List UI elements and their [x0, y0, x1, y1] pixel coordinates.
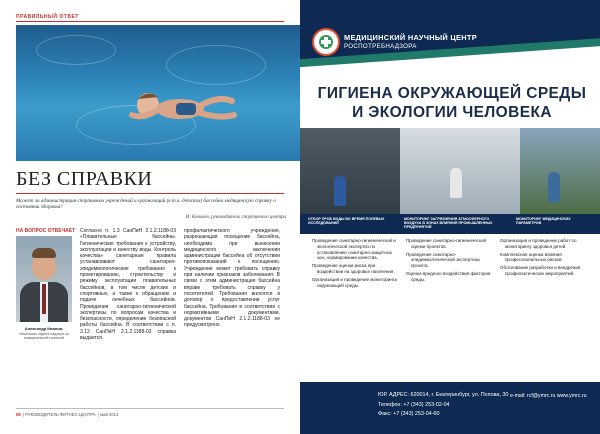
- service-column-2: [406, 238, 494, 285]
- page-number: 58: [16, 412, 21, 417]
- article-column-1: Согласно п. 1.3 СанПиН 2.1.2.1188-03 «Плавательные бассейны. Гигиенические требования к устройству, эксплуатации и качеству воды. Контроль качества» санитарные правила устанавливают санитарно-эпидемиологические требования к проектированию, строительству и режиму эксплуатации плавательных бассейнов, в том числе детских и спортивных, а также к обращению и подаче лечебных бассейнов. Проведения санитарно-гигиенической экспертизы по вопросам качества и безопасности, определение безопасной работы бассейна. В соответствии с п. 3.12 СанПиН 2.1.2.1188-03 справка выдается.: [80, 228, 176, 342]
- water-ripple: [166, 45, 266, 85]
- expert-portrait: [16, 236, 72, 322]
- service-column-1: [312, 238, 400, 290]
- article-title: БЕЗ СПРАВКИ: [16, 168, 153, 190]
- service-item: Комплексная оценка влияния профессиональных рисков.: [500, 251, 563, 263]
- pool-photo: [16, 25, 300, 161]
- worker-figure: [334, 176, 346, 206]
- org-subtitle: РОСПОТРЕБНАДЗОРА: [344, 43, 417, 50]
- phone-line: Телефон: +7 (343) 253-02-04: [378, 402, 450, 408]
- expert-name: Александр Иванов,: [24, 326, 64, 331]
- rubric-label: ПРАВИЛЬНЫЙ ОТВЕТ: [16, 14, 79, 20]
- article-column-2: профилактического учреждения, разрешающая посещение бассейна, необходима при вынесении медицинского заключения администрации бассейна об отсутствии противопоказаний к посещению. Учреждение может требовать справку при наличии признаков заболевания. В связи с этим администрация бассейна вправе требовать справку у посетителей. Требования вносятся в договор о предоставлении услуг бассейна. Требования в соответствии с нормативными документами, документов СанПиН 2.1.2.1188-03 не предусмотрено.: [184, 228, 280, 329]
- fax-line: Факс: +7 (343) 253-04-60: [378, 411, 440, 417]
- caption-air-monitoring: МОНИТОРИНГ ЗАГРЯЗНЕНИЯ АТМОСФЕРНОГО ВОЗДУХА В ЗОНАХ ВЛИЯНИЯ ПРОМЫШЛЕННЫХ ПРЕДПРИЯТИЙ: [404, 217, 493, 230]
- service-item: Организация и проведение работ по мониторингу здоровья детей.: [500, 238, 577, 249]
- service-column-3: [500, 238, 588, 279]
- caption-medical-monitoring: МОНИТОРИНГ МЕДИЦИНСКИХ ПАРАМЕТРОВ: [516, 217, 571, 226]
- service-item: Проведение санитарно-гигиенической и экологической экспертиз по установлению санитарно-защитных зон, нормирование качества.: [312, 238, 396, 261]
- question-author: И. Ковалёв, руководитель спортивного центра: [185, 215, 286, 220]
- issue-date: май 2013: [100, 412, 119, 417]
- water-ripple: [36, 35, 116, 65]
- expert-label: НА ВОПРОС ОТВЕЧАЕТ: [16, 228, 76, 234]
- service-item: Обоснование разработки и внедрения профилактических мероприятий.: [500, 265, 581, 276]
- contact-footer: [300, 382, 600, 434]
- field-sampling-photo: [520, 128, 600, 220]
- right-page-advert: [300, 0, 600, 434]
- web-contact: e-mail: rcf@ymrc.ru www.ymrc.ru: [510, 393, 587, 399]
- advert-photo-collage: [300, 128, 600, 220]
- title-divider: [16, 193, 284, 194]
- address-line: ЮР. АДРЕС: 620014, г. Екатеринбург, ул. Попова, 30: [378, 392, 509, 398]
- service-item: Проведение оценки риска при воздействии на здоровье населения.: [312, 263, 395, 274]
- advert-title: ГИГИЕНА ОКРУЖАЮЩЕЙ СРЕДЫ И ЭКОЛОГИИ ЧЕЛОВЕКА: [317, 85, 587, 121]
- service-item: Проведение санитарно-гигиенической оценки проектов.: [406, 238, 487, 249]
- field-worker-figure: [548, 172, 560, 202]
- article-lead: Может ли администрация спортивных учреждений и организаций (в т.ч. детских) бассейна медицинскую справку о состоянии здоровья?: [16, 198, 276, 211]
- expert-role: начальник отдела надзора за коммунальной гигиеной: [19, 332, 69, 341]
- swimming-baby-figure: [128, 85, 238, 125]
- industrial-plant-photo: [300, 128, 400, 220]
- caption-water-sampling: ОТБОР ПРОБ ВОДЫ ВО ВРЕМЯ ПОЛЕВЫХ ИССЛЕДОВАНИЙ: [308, 217, 385, 226]
- page-footer: 58 | РУКОВОДИТЕЛЬ ФИТНЕС-ЦЕНТРА | май 2013: [16, 412, 119, 417]
- journal-name: РУКОВОДИТЕЛЬ ФИТНЕС-ЦЕНТРА: [25, 412, 96, 417]
- footer-divider: [16, 408, 284, 409]
- lab-worker-figure: [450, 168, 462, 198]
- service-item: Проведение санитарно-эпидемиологической экспертизы проекта.: [406, 251, 480, 269]
- service-item: Оценка вредного воздействия факторов среды.: [406, 270, 491, 282]
- org-name: МЕДИЦИНСКИЙ НАУЧНЫЙ ЦЕНТР: [344, 33, 477, 42]
- service-item: Организация и проведение мониторинга окружающей среды.: [312, 276, 397, 288]
- rubric-divider: [16, 21, 284, 22]
- org-logo-icon: [312, 28, 340, 56]
